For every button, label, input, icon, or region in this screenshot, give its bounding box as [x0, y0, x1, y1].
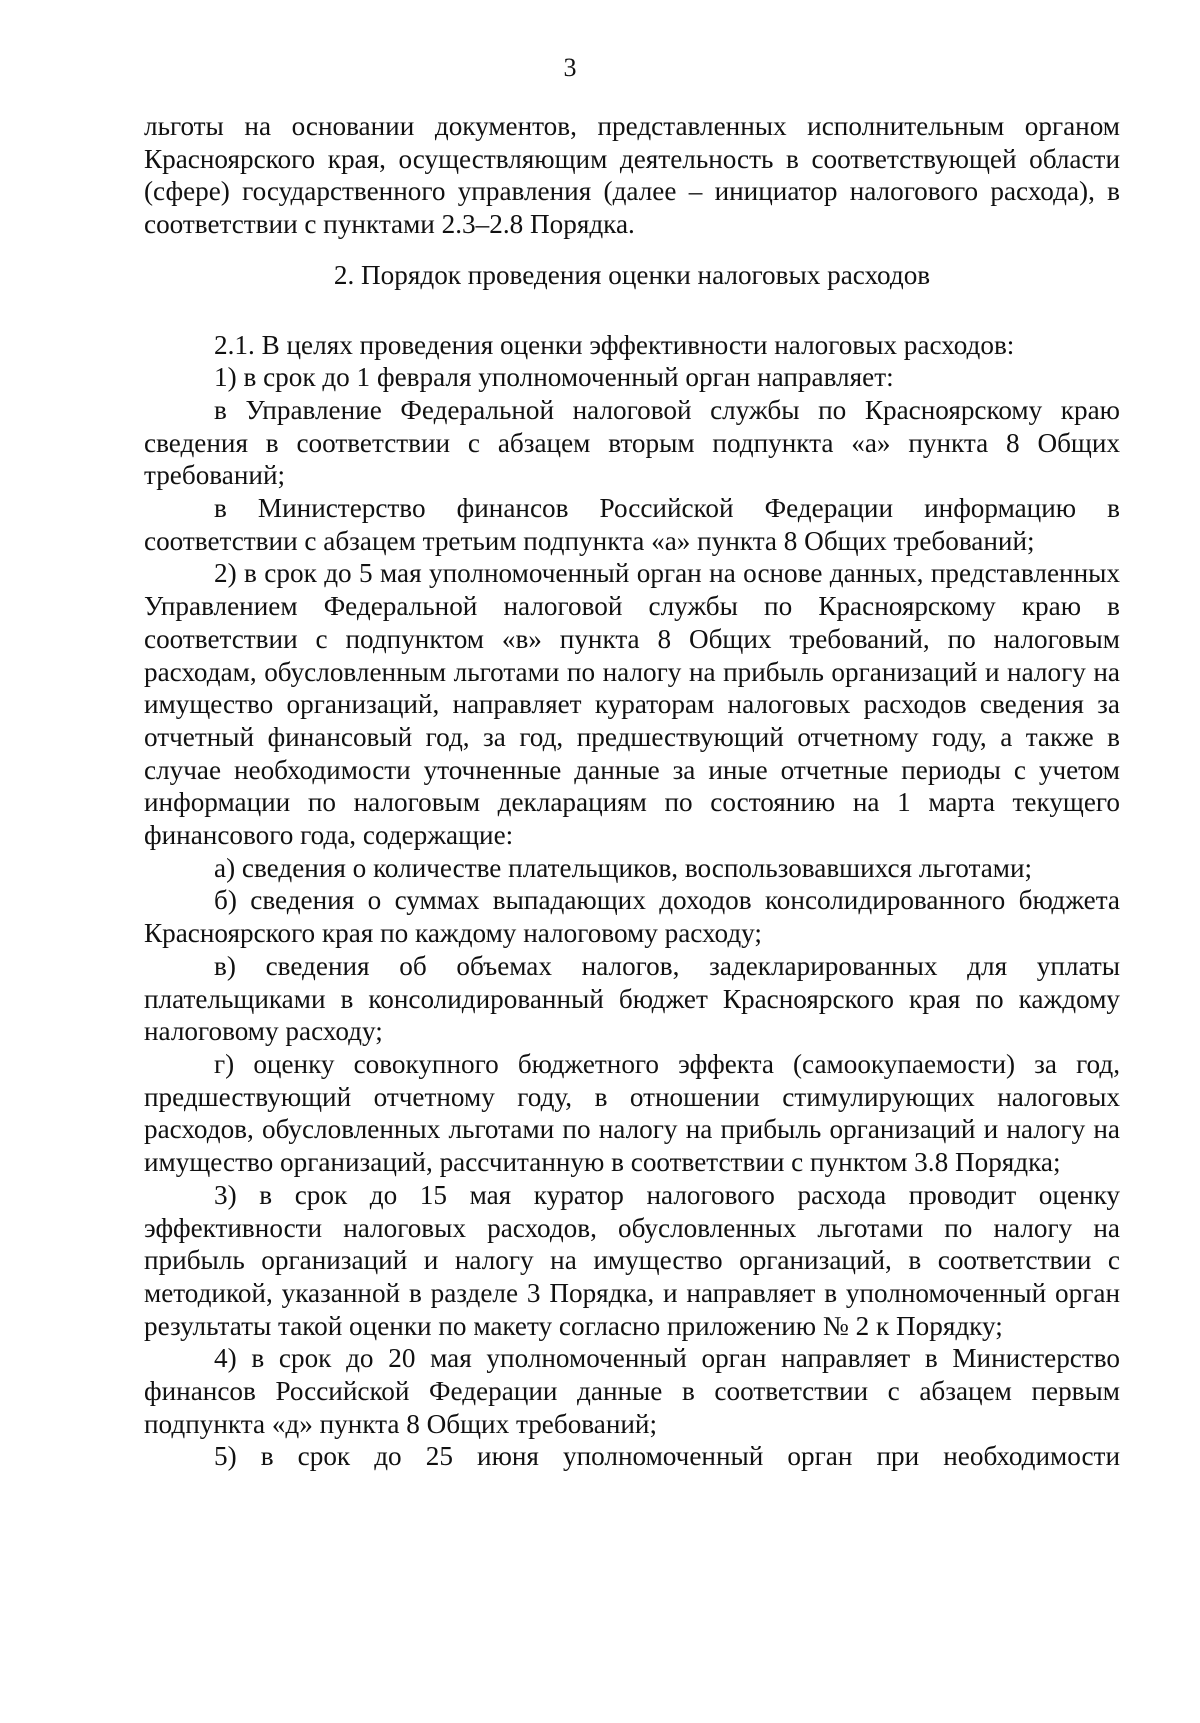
paragraph-item-2-g: г) оценку совокупного бюджетного эффекта (самоокупаемости) за год, предшествующий отчетному году, в отношении стимулирующих налоговых расходов, обусловленных льготами по налогу на прибыль организаций и налогу на имущество организаций, рассчитанную в соответствии с пунктом 3.8 Порядка; [144, 1048, 1120, 1178]
paragraph-2-1: 2.1. В целях проведения оценки эффективности налоговых расходов: [214, 329, 1015, 360]
paragraph-item-4: 4) в срок до 20 мая уполномоченный орган направляет в Министерство финансов Российской Федерации данные в соответствии с абзацем первым подпункта «д» пункта 8 Общих требований; [144, 1343, 1120, 1439]
page-number: 3 [563, 53, 577, 82]
paragraph-item-1-minfin: в Министерство финансов Российской Федерации информацию в соответствии с абзацем третьим подпункта «а» пункта 8 Общих требований; [144, 493, 1120, 556]
paragraph-item-1-fns: в Управление Федеральной налоговой службы по Красноярскому краю сведения в соответствии с абзацем вторым подпункта «а» пункта 8 Общих требований; [144, 394, 1120, 491]
paragraph-item-2-a: а) сведения о количестве плательщиков, воспользовавшихся льготами; [214, 852, 1033, 883]
paragraph-item-5: 5) в срок до 25 июня уполномоченный орган при необходимости [214, 1441, 1120, 1472]
paragraph-item-2: 2) в срок до 5 мая уполномоченный орган на основе данных, представленных Управлением Федеральной налоговой службы по Красноярскому краю в соответствии с подпунктом «в» пункта 8 Общих требований, по налоговым расходам, обусловленным льготами по налогу на прибыль организаций и налогу на имущество организаций, направляет кураторам налоговых расходов сведения за отчетный финансовый год, за год, предшествующий отчетному году, а также в случае необходимости уточненные данные за иные отчетные периоды с учетом информации по налоговым декларациям по состоянию на 1 марта текущего финансового года, содержащие: [144, 558, 1120, 851]
intro-paragraph: льготы на основании документов, представленных исполнительным органом Красноярского края, осуществляющим деятельность в соответствующей области (сфере) государственного управления (далее – инициатор налогового расхода), в соответствии с пунктами 2.3–2.8 Порядка. [144, 111, 1120, 240]
section-heading: 2. Порядок проведения оценки налоговых расходов [333, 259, 931, 290]
paragraph-item-1: 1) в срок до 1 февраля уполномоченный орган направляет: [214, 362, 894, 393]
paragraph-item-2-v: в) сведения об объемах налогов, задекларированных для уплаты плательщиками в консолидированный бюджет Красноярского края по каждому налоговому расходу; [144, 950, 1120, 1047]
paragraph-item-3: 3) в срок до 15 мая куратор налогового расхода проводит оценку эффективности налоговых расходов, обусловленных льготами по налогу на прибыль организаций и налогу на имущество организаций, в соответствии с методикой, указанной в разделе 3 Порядка, и направляет в уполномоченный орган результаты такой оценки по макету согласно приложению № 2 к Порядку; [144, 1179, 1120, 1341]
paragraph-item-2-b: б) сведения о суммах выпадающих доходов консолидированного бюджета Красноярского края по каждому налоговому расходу; [144, 885, 1120, 949]
document-body [144, 110, 1120, 1473]
